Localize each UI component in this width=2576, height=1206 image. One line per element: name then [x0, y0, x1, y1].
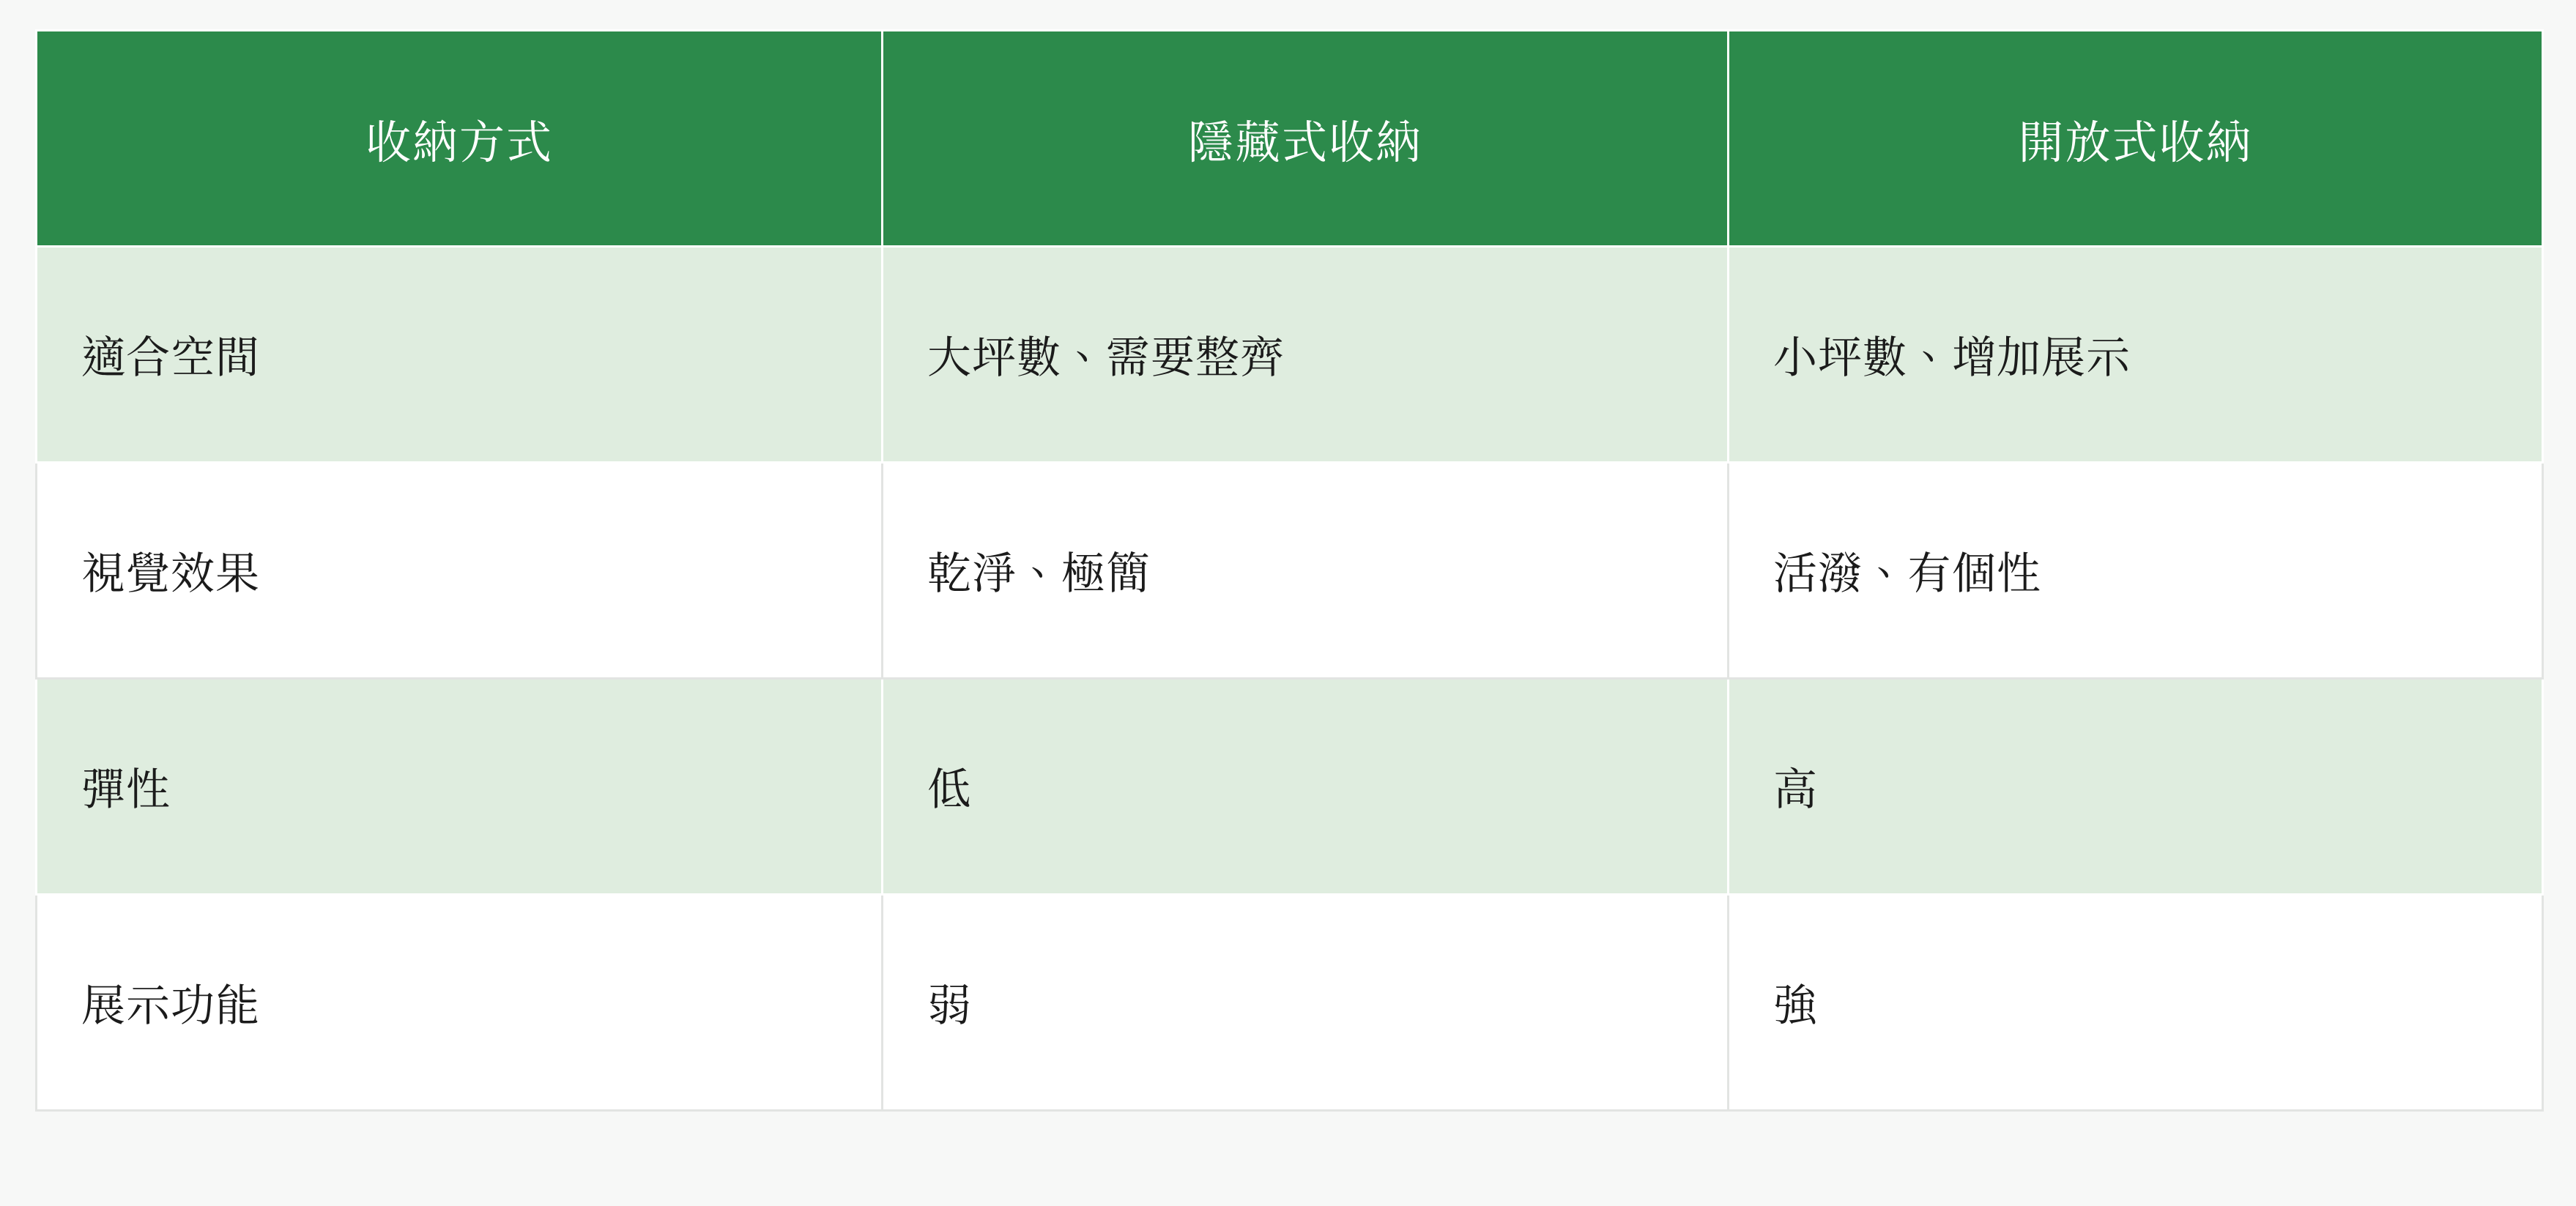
- cell-open-display-function: 強: [1729, 895, 2543, 1111]
- table-row: [37, 247, 2543, 463]
- table-row: [37, 895, 2543, 1111]
- column-header-hidden-storage: 隱藏式收納: [883, 31, 1729, 247]
- table-row: [37, 679, 2543, 895]
- table-header-row: [37, 31, 2543, 247]
- cell-hidden-suitable-space: 大坪數、需要整齊: [883, 247, 1729, 463]
- table-header: [37, 31, 2543, 247]
- storage-comparison-table: [35, 29, 2544, 1112]
- column-header-method: 收納方式: [37, 31, 883, 247]
- cell-open-suitable-space: 小坪數、增加展示: [1729, 247, 2543, 463]
- cell-hidden-display-function: 弱: [883, 895, 1729, 1111]
- row-label-visual-effect: 視覺效果: [37, 463, 883, 679]
- table-row: [37, 463, 2543, 679]
- cell-hidden-visual-effect: 乾淨、極簡: [883, 463, 1729, 679]
- row-label-flexibility: 彈性: [37, 679, 883, 895]
- row-label-display-function: 展示功能: [37, 895, 883, 1111]
- cell-open-flexibility: 高: [1729, 679, 2543, 895]
- table-body: [37, 247, 2543, 1111]
- cell-hidden-flexibility: 低: [883, 679, 1729, 895]
- column-header-open-storage: 開放式收納: [1729, 31, 2543, 247]
- cell-open-visual-effect: 活潑、有個性: [1729, 463, 2543, 679]
- row-label-suitable-space: 適合空間: [37, 247, 883, 463]
